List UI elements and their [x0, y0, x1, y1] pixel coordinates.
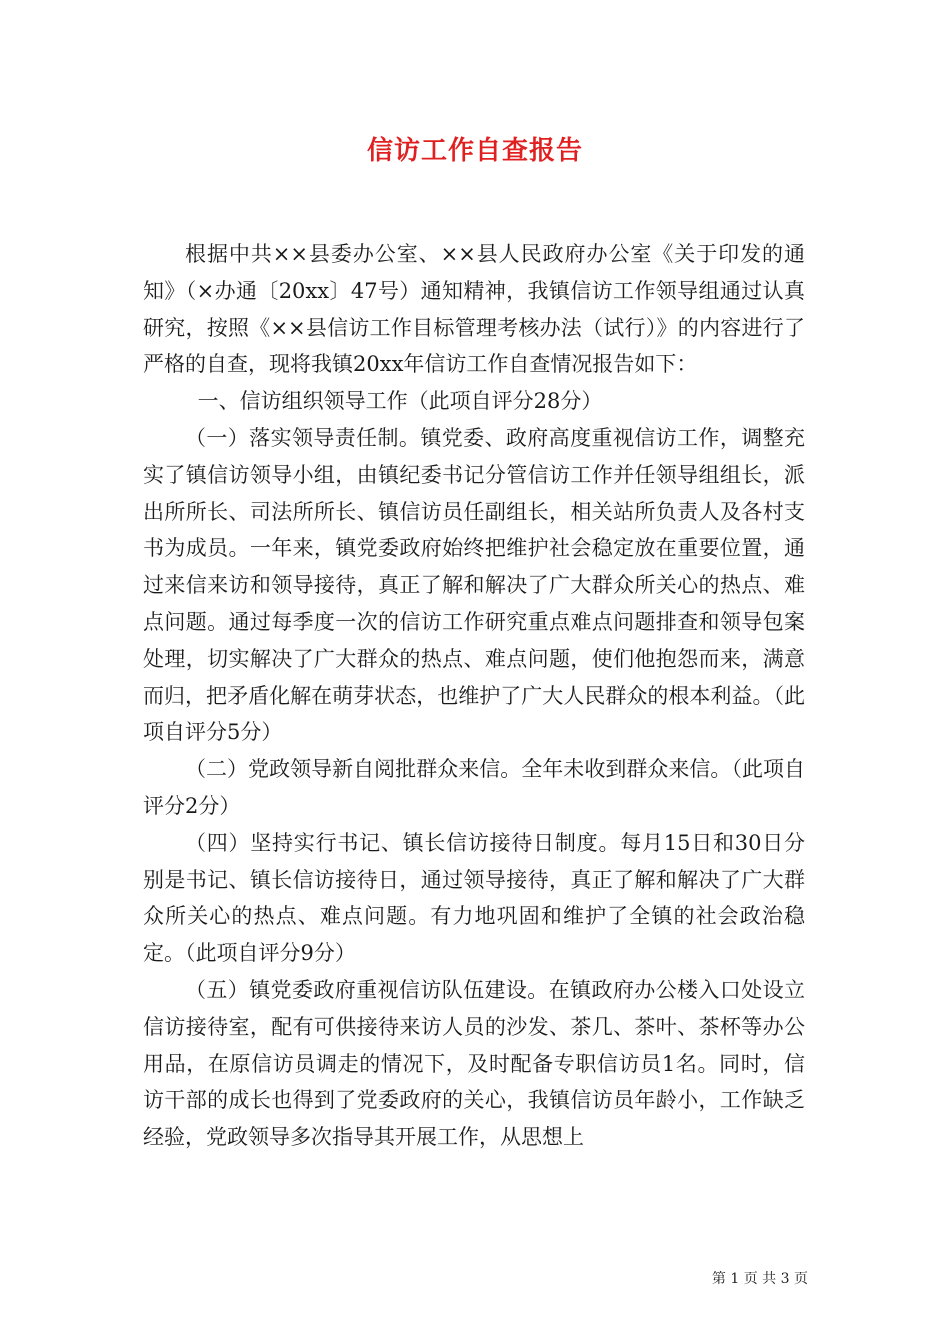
document-body — [143, 236, 805, 1156]
paragraph-item-2: （二）党政领导新自阅批群众来信。全年未收到群众来信。（此项自评分2分） — [143, 757, 805, 818]
page-number-footer: 第 1 页 共 3 页 — [711, 1271, 808, 1287]
paragraph-intro: 根据中共××县委办公室、××县人民政府办公室《关于印发的通知》（×办通〔20xx〕47号）通知精神，我镇信访工作领导组通过认真研究，按照《××县信访工作目标管理考核办法（试行）》的内容进行了严格的自查，现将我镇20xx年信访工作自查情况报告如下： — [143, 242, 805, 377]
document-title: 信访工作自查报告 — [366, 136, 583, 166]
paragraph-item-4: （四）坚持实行书记、镇长信访接待日制度。每月15日和30日分别是书记、镇长信访接待日，通过领导接待，真正了解和解决了广大群众所关心的热点、难点问题。有力地巩固和维护了全镇的社会政治稳定。（此项自评分9分） — [143, 830, 805, 966]
section-heading: 一、信访组织领导工作（此项自评分28分） — [197, 389, 603, 414]
paragraph-item-1: （一）落实领导责任制。镇党委、政府高度重视信访工作，调整充实了镇信访领导小组，由镇纪委书记分管信访工作并任领导组组长，派出所所长、司法所所长、镇信访员任副组长，相关站所负责人及各村支书为成员。一年来，镇党委政府始终把维护社会稳定放在重要位置，通过来信来访和领导接待，真正了解和解决了广大群众所关心的热点、难点问题。通过每季度一次的信访工作研究重点难点问题排查和领导包案处理，切实解决了广大群众的热点、难点问题，使们他抱怨而来，满意而归，把矛盾化解在萌芽状态，也维护了广大人民群众的根本利益。（此项自评分5分） — [143, 425, 805, 745]
paragraph-item-5: （五）镇党委政府重视信访队伍建设。在镇政府办公楼入口处设立信访接待室，配有可供接待来访人员的沙发、茶几、茶叶、茶杯等办公用品，在原信访员调走的情况下，及时配备专职信访员1名。同时，信访干部的成长也得到了党委政府的关心，我镇信访员年龄小，工作缺乏经验，党政领导多次指导其开展工作，从思想上 — [143, 977, 805, 1150]
